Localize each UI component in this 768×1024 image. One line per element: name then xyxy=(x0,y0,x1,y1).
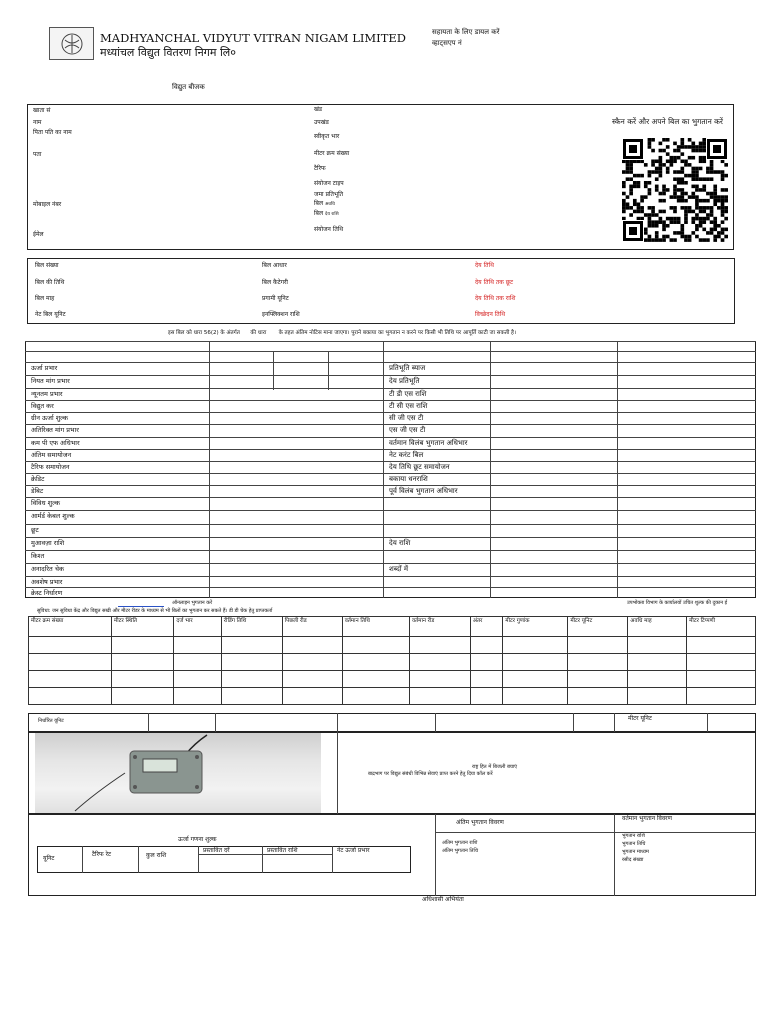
grid-col-line xyxy=(328,351,329,390)
charge-label-left: मुआवज़ा राशि xyxy=(31,539,65,547)
charge-label-left: क्रेडिट xyxy=(31,475,45,483)
reading-col-header: रीडिंग तिथि xyxy=(221,617,282,637)
grid-col-line xyxy=(383,341,384,598)
charge-label-right: देय तिथि छूट समायोजन xyxy=(389,463,450,471)
label-due-date: देय तिथि xyxy=(475,262,494,269)
grid-row-line xyxy=(25,563,756,564)
grid-row-line xyxy=(25,388,756,389)
grid-row-line xyxy=(25,524,756,525)
grid-row-line xyxy=(25,424,756,425)
grid-col-line xyxy=(209,341,210,598)
qr-caption: स्कैन करें और अपने बिल का भुगतान करें xyxy=(612,117,723,126)
final-notice-text: इस बिल को धारा 56(2) के अंतर्गत की धारा के तहत अंतिम नोटिस माना जाएगा। पुराने बकाया का भुगतान न करने पर किसी भी तिथि पर आपूर्ति काटी जा सकती है। xyxy=(168,330,517,336)
grid-row-line xyxy=(25,461,756,462)
label-sanctioned-load: स्वीकृत भार xyxy=(314,133,340,140)
company-logo xyxy=(49,27,94,60)
label-bill-category: बिल कैटेगरी xyxy=(262,279,288,286)
energy-col-proposed-rate: प्रस्तावित दरें xyxy=(203,847,230,854)
charge-label-left: विविध शुल्क xyxy=(31,499,61,507)
grid-row-line xyxy=(25,510,756,511)
grid-row-line xyxy=(25,497,756,498)
charge-label-left: नियत मांग प्रभार xyxy=(31,377,70,385)
payment-mode: भुगतान माध्यम xyxy=(622,849,649,855)
grid-row-line xyxy=(25,412,756,413)
company-name-en: MADHYANCHAL VIDYUT VITRAN NIGAM LIMITED xyxy=(100,31,407,45)
label-security-deposit: जमा प्रतिभूति xyxy=(314,191,344,198)
consumer-office-info: उपभोक्ता विभाग के कार्यालयों उचित शुल्क की दुकान ई xyxy=(627,600,728,606)
assessed-units-label: निर्धारित यूनिट xyxy=(38,718,64,724)
grid-col-line xyxy=(490,341,491,598)
signature-label: अधिशासी अभियंता xyxy=(422,896,464,903)
label-account-no: खाता सं xyxy=(33,107,51,114)
whatsapp-label: व्हाट्सएप नं xyxy=(432,39,462,47)
charge-label-right: प्रतिभूति ब्याज xyxy=(389,364,426,372)
charge-label-left: अवशेष प्रभार xyxy=(31,578,63,586)
charge-label-left: डेबिट xyxy=(31,487,44,495)
payment-date: भुगतान तिथि xyxy=(622,841,646,847)
current-payment-title: वर्तमान भुगतान विवरण xyxy=(622,815,672,822)
charge-label-left: कम पी एफ अधिभार xyxy=(31,439,80,447)
label-progressive-units: प्रगामी यूनिट xyxy=(262,295,289,302)
reading-col-header: वर्तमान रीड xyxy=(409,617,470,637)
reading-col-header: अवधि माह xyxy=(628,617,687,637)
label-amount-till-due: देय तिथि तक राशि xyxy=(475,295,516,302)
reading-col-header: मीटर यूनिट xyxy=(568,617,628,637)
grid-row-line xyxy=(25,341,756,342)
label-tariff: टैरिफ xyxy=(314,165,326,172)
charge-label-left: छूट xyxy=(31,526,39,534)
label-disconnection-date: विच्छेदन तिथि xyxy=(475,311,506,318)
charge-label-left: अनादरित चेक xyxy=(31,565,64,573)
reading-col-header: मीटर स्थिति xyxy=(112,617,174,637)
label-email: ईमेल xyxy=(33,231,44,238)
online-underline xyxy=(118,606,164,607)
reading-col-header: मीटर क्रम संख्या xyxy=(29,617,112,637)
grid-row-line xyxy=(25,375,756,376)
grid-col-line xyxy=(617,341,618,598)
grid-row-line xyxy=(25,400,756,401)
label-bill-1: बिल अवधि xyxy=(314,200,335,207)
grid-row-line xyxy=(25,351,756,352)
last-payment-amount: अंतिम भुगतान राशि xyxy=(442,840,478,846)
label-bill-month: बिल माह xyxy=(35,295,55,302)
grid-row-line xyxy=(25,437,756,438)
bill-title: विद्युत बीजक xyxy=(172,83,205,91)
energy-col-net-charge: नेट ऊर्जा प्रभार xyxy=(337,847,370,854)
charge-label-left: अंतिम समायोजन xyxy=(31,451,72,459)
grid-row-line xyxy=(25,587,756,588)
grid-row-line xyxy=(25,449,756,450)
grid-col-line xyxy=(273,351,274,390)
charge-label-left: ऊर्जा प्रभार xyxy=(31,364,58,372)
services-call-text: बाद्रभाग पर विद्युत संबंधी विभिन्न सेवाएं प्राप्त करने हेतु दिया कॉल करें xyxy=(368,771,493,777)
charge-label-left: ग्रीन ऊर्जा शुल्क xyxy=(31,414,69,422)
charge-label-right: टी डी एस राशि xyxy=(389,390,427,398)
label-meter-serial: मीटर क्रम संख्या xyxy=(314,150,350,157)
charge-label-right: देय राशि xyxy=(389,539,411,547)
charge-label-right: पूर्व विलंब भुगतान अधिभार xyxy=(389,487,458,495)
table-row xyxy=(29,671,756,688)
label-father-name: पिता पति का नाम xyxy=(33,129,72,136)
label-mobile: मोबाइल नंबर xyxy=(33,201,62,208)
reading-col-header: पिछली रीड xyxy=(282,617,342,637)
energy-col-total: कुल राशि xyxy=(146,852,167,859)
energy-col-units: यूनिट xyxy=(43,855,55,862)
payment-amount: भुगतान राशि xyxy=(622,833,645,839)
charge-label-right: एस जी एस टी xyxy=(389,426,426,434)
label-bill-date: बिल की तिथि xyxy=(35,279,65,286)
receipt-number: रसीद संख्या xyxy=(622,857,644,863)
last-payment-date: अंतिम भुगतान तिथि xyxy=(442,848,479,854)
suvidha-note: सुविधा: जन सुविधा केंद्र और विद्युत सखी और मीटर रीडर के माध्यम से भी बिलों का भुगतान कर सकते हैं। डी डी चेक हेतु प्राप्तकर्ता xyxy=(37,608,273,614)
meter-photo xyxy=(35,733,321,813)
grid-row-line xyxy=(25,576,756,577)
charge-label-left: क्रेस्ट निर्धारण xyxy=(31,589,63,597)
grid-row-line xyxy=(25,550,756,551)
charge-label-right: टी सी एस राशि xyxy=(389,402,428,410)
reading-col-header: अंतर xyxy=(470,617,502,637)
label-bill-basis: बिल आधार xyxy=(262,262,287,269)
label-name: नाम xyxy=(33,119,42,126)
reading-col-header: वर्तमान तिथि xyxy=(342,617,409,637)
charge-label-right: बकाया धनराशि xyxy=(389,475,428,483)
grid-row-line xyxy=(25,485,756,486)
charge-label-left: अतिरिक्त मांग प्रभार xyxy=(31,426,79,434)
grid-row-line xyxy=(25,473,756,474)
energy-col-tariff: टैरिफ रेट xyxy=(92,851,112,858)
label-rebate-till-due: देय तिथि तक छूट xyxy=(475,279,514,286)
charge-label-left: आर्मर्ड केबल शुल्क xyxy=(31,512,75,520)
charge-label-right: शब्दों में xyxy=(389,565,409,573)
reading-col-header: मीटर गुणांक xyxy=(503,617,568,637)
charge-label-left: न्यूनतम प्रभार xyxy=(31,390,63,398)
label-address: पता xyxy=(33,151,42,158)
charge-label-left: टैरिफ समायोजन xyxy=(31,463,70,471)
table-row xyxy=(29,637,756,654)
meter-units-label: मीटर यूनिट xyxy=(628,715,652,722)
label-bill-number: बिल संख्या xyxy=(35,262,59,269)
charge-label-left: विद्युत कर xyxy=(31,402,54,410)
label-connection-type: संयोजन टाइप xyxy=(314,180,344,187)
label-subdivision: उपखंड xyxy=(314,119,329,126)
bill-info-box xyxy=(27,258,735,324)
label-bill-2: बिल देय राशि xyxy=(314,210,339,217)
grid-row-line xyxy=(25,537,756,538)
label-division: खंड xyxy=(314,106,323,113)
help-line-label: सहायता के लिए डायल करें xyxy=(432,28,500,36)
table-row xyxy=(29,688,756,705)
energy-col-proposed-amount: प्रस्तावित राशि xyxy=(267,847,298,854)
payment-qr-code[interactable] xyxy=(622,138,728,242)
save-electricity-text: राष्ट्र हित में बिजली बचाएं xyxy=(472,764,518,770)
charge-label-right: देय प्रतिभूति xyxy=(389,377,420,385)
last-payment-title: अंतिम भुगतान विवरण xyxy=(456,819,504,826)
reading-col-header: दर्ज भार xyxy=(174,617,221,637)
energy-calc-title: ऊर्जा गणना शुल्क xyxy=(178,836,217,843)
company-name-hi: मध्यांचल विद्युत वितरण निगम लि० xyxy=(100,46,236,59)
charge-label-right: नेट करंट बिल xyxy=(389,451,424,459)
charge-label-left: किश्त xyxy=(31,552,45,560)
label-infliction-amount: इनफ्लिक्शन राशि xyxy=(262,311,300,318)
reading-col-header: मीटर टिप्पणी xyxy=(687,617,756,637)
grid-row-line xyxy=(25,362,756,363)
label-net-bill-units: नेट बिल यूनिट xyxy=(35,311,66,318)
charge-label-right: सी जी एस टी xyxy=(389,414,424,422)
charge-label-right: वर्तमान विलंब भुगतान अधिभार xyxy=(389,439,468,447)
label-connection-date: संयोजन तिथि xyxy=(314,226,344,233)
online-payment-link[interactable]: ऑनलाइन भुगतान करें xyxy=(172,600,213,606)
table-row xyxy=(29,654,756,671)
meter-reading-table xyxy=(28,616,756,705)
